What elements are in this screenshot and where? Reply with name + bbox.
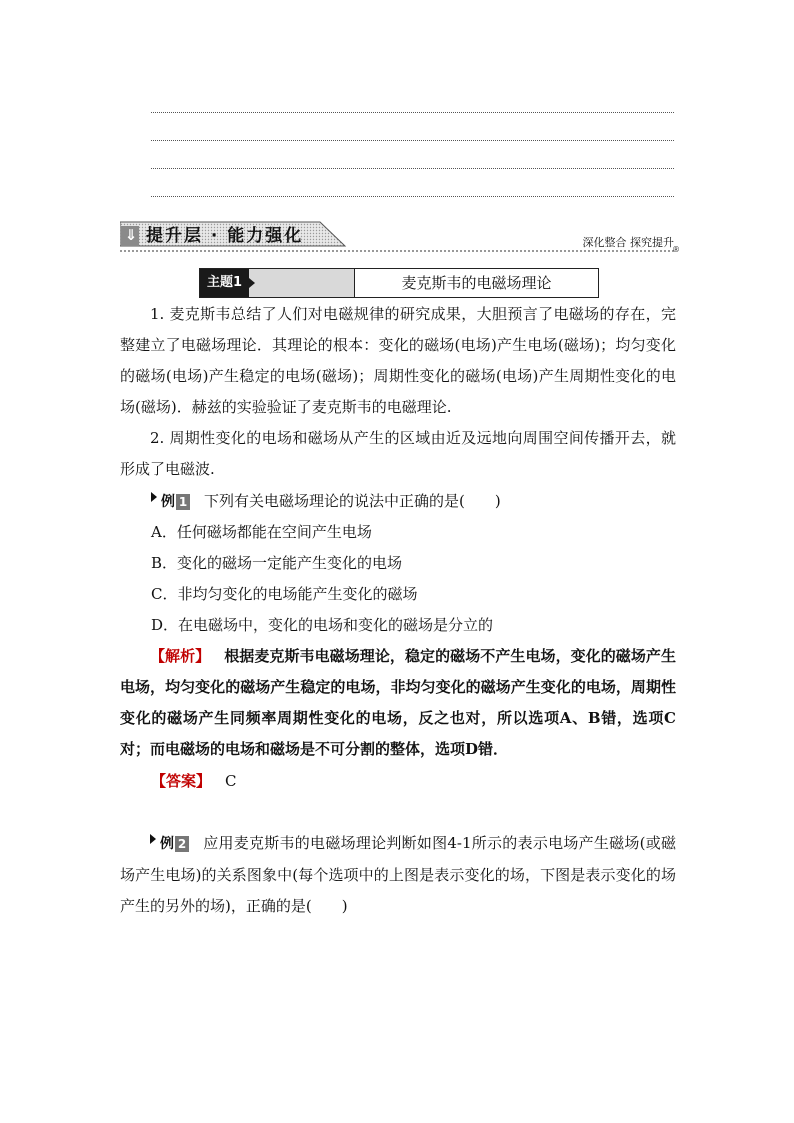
topic-label-cell: [200, 269, 355, 297]
topic-title: 麦克斯韦的电磁场理论: [401, 274, 552, 292]
option-c: C．非均匀变化的电场能产生变化的磁场: [151, 585, 418, 603]
section-subtitle: 深化整合 探究提升: [582, 236, 674, 249]
answer-row: [151, 766, 237, 797]
example-1-question-text: 下列有关电磁场理论的说法中正确的是( ): [204, 492, 501, 510]
section-title: 提升层 · 能力强化: [146, 226, 304, 246]
analysis-text: 根据麦克斯韦电磁场理论，稳定的磁场不产生电场，变化的磁场产生电场，均匀变化的磁场产生稳定的电场，非均匀变化的磁场产生变化的电场，周期性变化的磁场产生同频率周期性变化的电场，反之也对，所以选项A、B错，选项C对；而电磁场的电场和磁场是不可分割的整体，选项D错．: [120, 647, 676, 758]
example-2-question-text: 应用麦克斯韦的电磁场理论判断如图4-1所示的表示电场产生磁场(或磁场产生电场)的关系图象中(每个选项中的上图是表示变化的场，下图是表示变化的场产生的另外的场)，正确的是( ): [120, 834, 676, 915]
answer-label: 【答案】: [151, 772, 212, 790]
paragraph-1: 1. 麦克斯韦总结了人们对电磁规律的研究成果，大胆预言了电磁场的存在，完整建立了电磁场理论．其理论的根本：变化的磁场(电场)产生电场(磁场)；均匀变化的磁场(电场)产生稳定的电场(磁场)；周期性变化的磁场(电场)产生周期性变化的电场(磁场)．赫兹的实验验证了麦克斯韦的电磁理论.: [120, 305, 676, 416]
example-1-question: [151, 486, 501, 518]
answer-line: [151, 168, 674, 169]
registered-mark: ®: [672, 245, 680, 254]
answer-line: [151, 140, 674, 141]
topic-box: [199, 268, 599, 298]
answer-value: C: [225, 772, 237, 790]
option-d: D．在电磁场中，变化的电场和变化的磁场是分立的: [151, 616, 494, 634]
topic-tag: 主题1: [200, 269, 249, 297]
analysis-paragraph: [120, 641, 676, 765]
example-2-tag: 例 2: [150, 829, 189, 860]
section-banner: [120, 220, 680, 252]
down-arrow-icon: ⇓: [124, 226, 138, 244]
answer-line: [151, 112, 674, 113]
paragraph-2: 2. 周期性变化的电场和磁场从产生的区域由近及远地向周围空间传播开去，就形成了电磁波.: [120, 429, 676, 478]
analysis-label: 【解析】: [150, 647, 211, 665]
example-1-tag: 例 1: [151, 487, 190, 518]
option-b: B．变化的磁场一定能产生变化的电场: [151, 554, 403, 572]
example-2-question: [120, 828, 676, 922]
option-a: A．任何磁场都能在空间产生电场: [151, 523, 372, 541]
answer-line: [151, 196, 674, 197]
